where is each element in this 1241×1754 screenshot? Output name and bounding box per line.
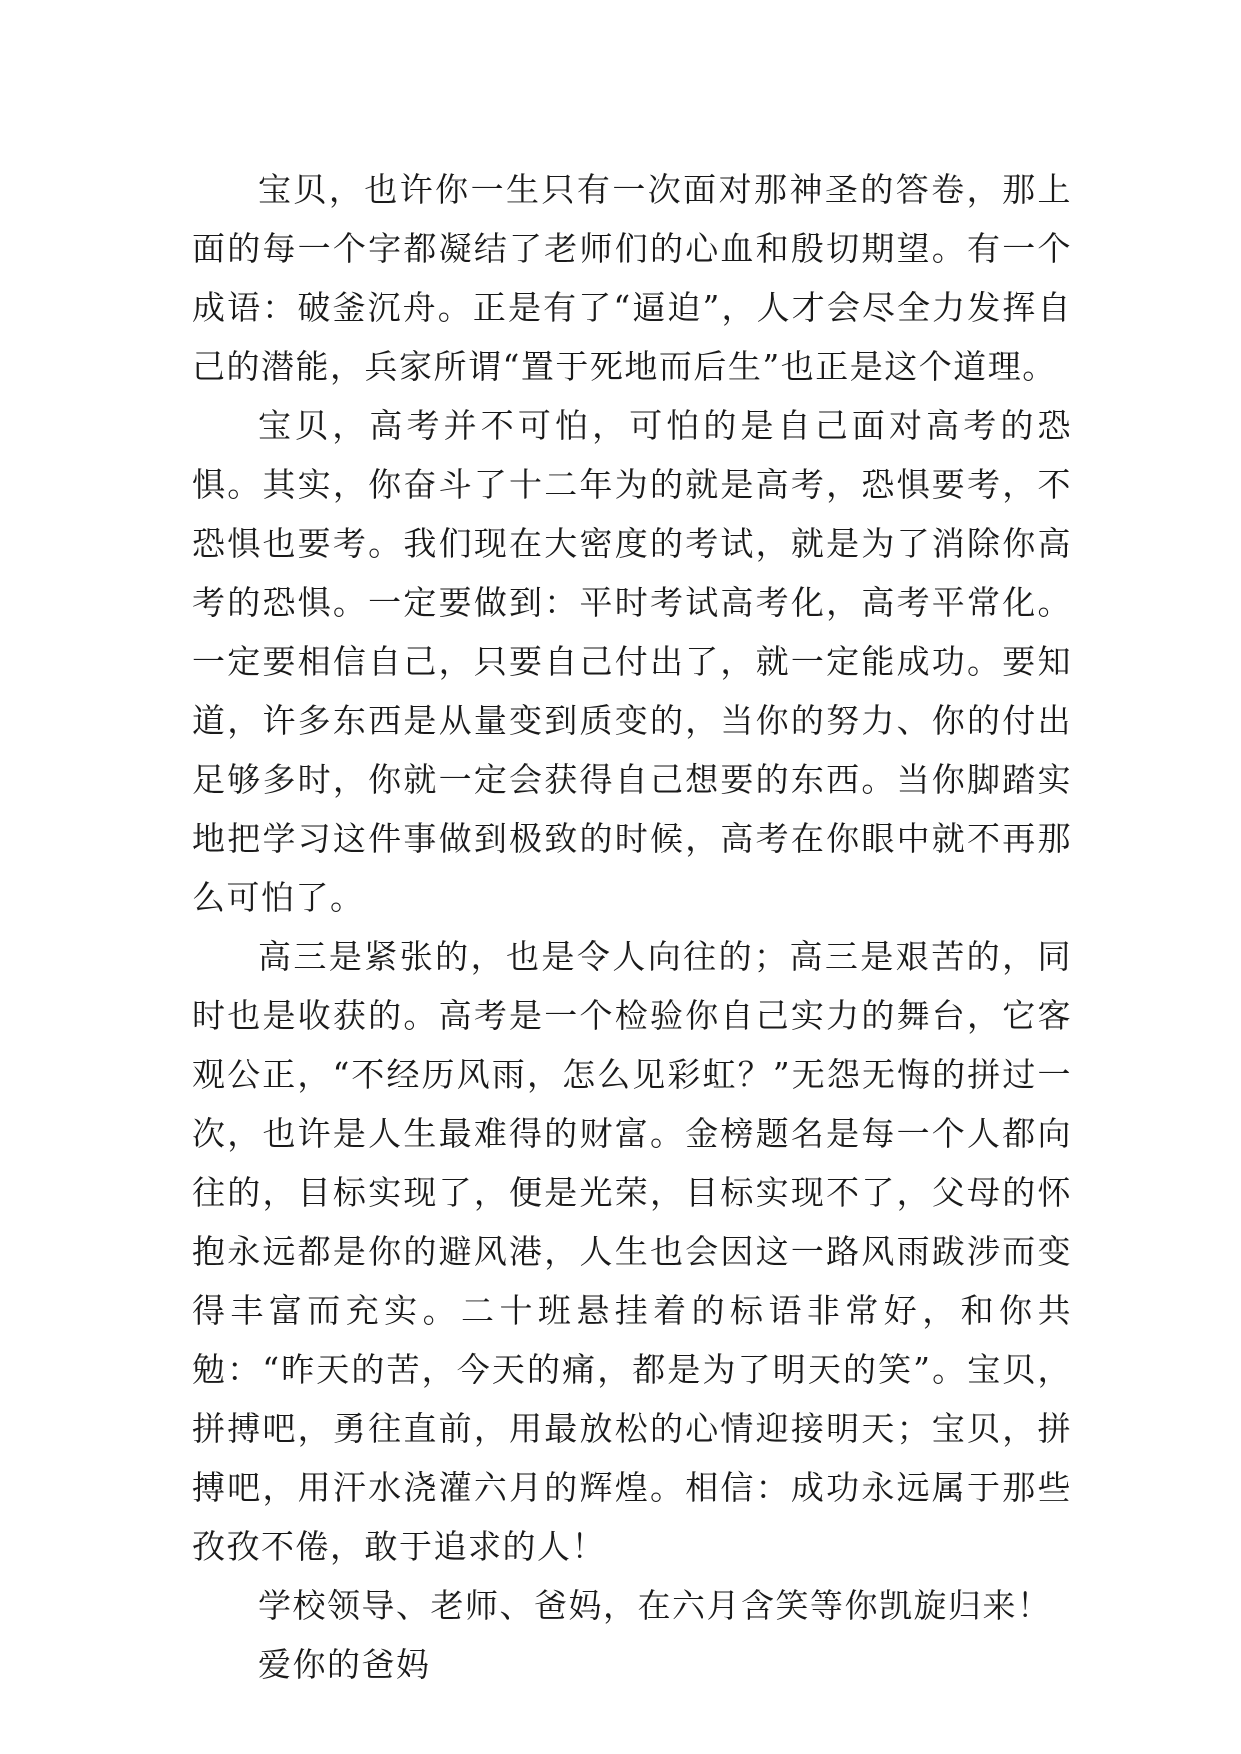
paragraph-2: 宝贝，高考并不可怕，可怕的是自己面对高考的恐惧。其实，你奋斗了十二年为的就是高考，恐惧要考，不恐惧也要考。我们现在大密度的考试，就是为了消除你高考的恐惧。一定要做到：平时考试高考化，高考平常化。一定要相信自己，只要自己付出了，就一定能成功。要知道，许多东西是从量变到质变的，当你的努力、你的付出足够多时，你就一定会获得自己想要的东西。当你脚踏实地把学习这件事做到极致的时候，高考在你眼中就不再那么可怕了。 (192, 406, 1072, 917)
paragraph-1: 宝贝，也许你一生只有一次面对那神圣的答卷，那上面的每一个字都凝结了老师们的心血和殷切期望。有一个成语：破釜沉舟。正是有了“逼迫”，人才会尽全力发挥自己的潜能，兵家所谓“置于死地而后生”也正是这个道理。 (192, 170, 1072, 386)
letter-body (192, 160, 1072, 1694)
closing-line: 学校领导、老师、爸妈，在六月含笑等你凯旋归来！ (258, 1586, 1052, 1625)
signature: 爱你的爸妈 (258, 1645, 431, 1684)
paragraph-3: 高三是紧张的，也是令人向往的；高三是艰苦的，同时也是收获的。高考是一个检验你自己实力的舞台，它客观公正，“不经历风雨，怎么见彩虹？”无怨无悔的拼过一次，也许是人生最难得的财富。金榜题名是每一个人都向往的，目标实现了，便是光荣，目标实现不了，父母的怀抱永远都是你的避风港，人生也会因这一路风雨跋涉而变得丰富而充实。二十班悬挂着的标语非常好，和你共勉：“昨天的苦，今天的痛，都是为了明天的笑”。宝贝，拼搏吧，勇往直前，用最放松的心情迎接明天；宝贝，拼搏吧，用汗水浇灌六月的辉煌。相信：成功永远属于那些孜孜不倦，敢于追求的人！ (192, 937, 1072, 1566)
